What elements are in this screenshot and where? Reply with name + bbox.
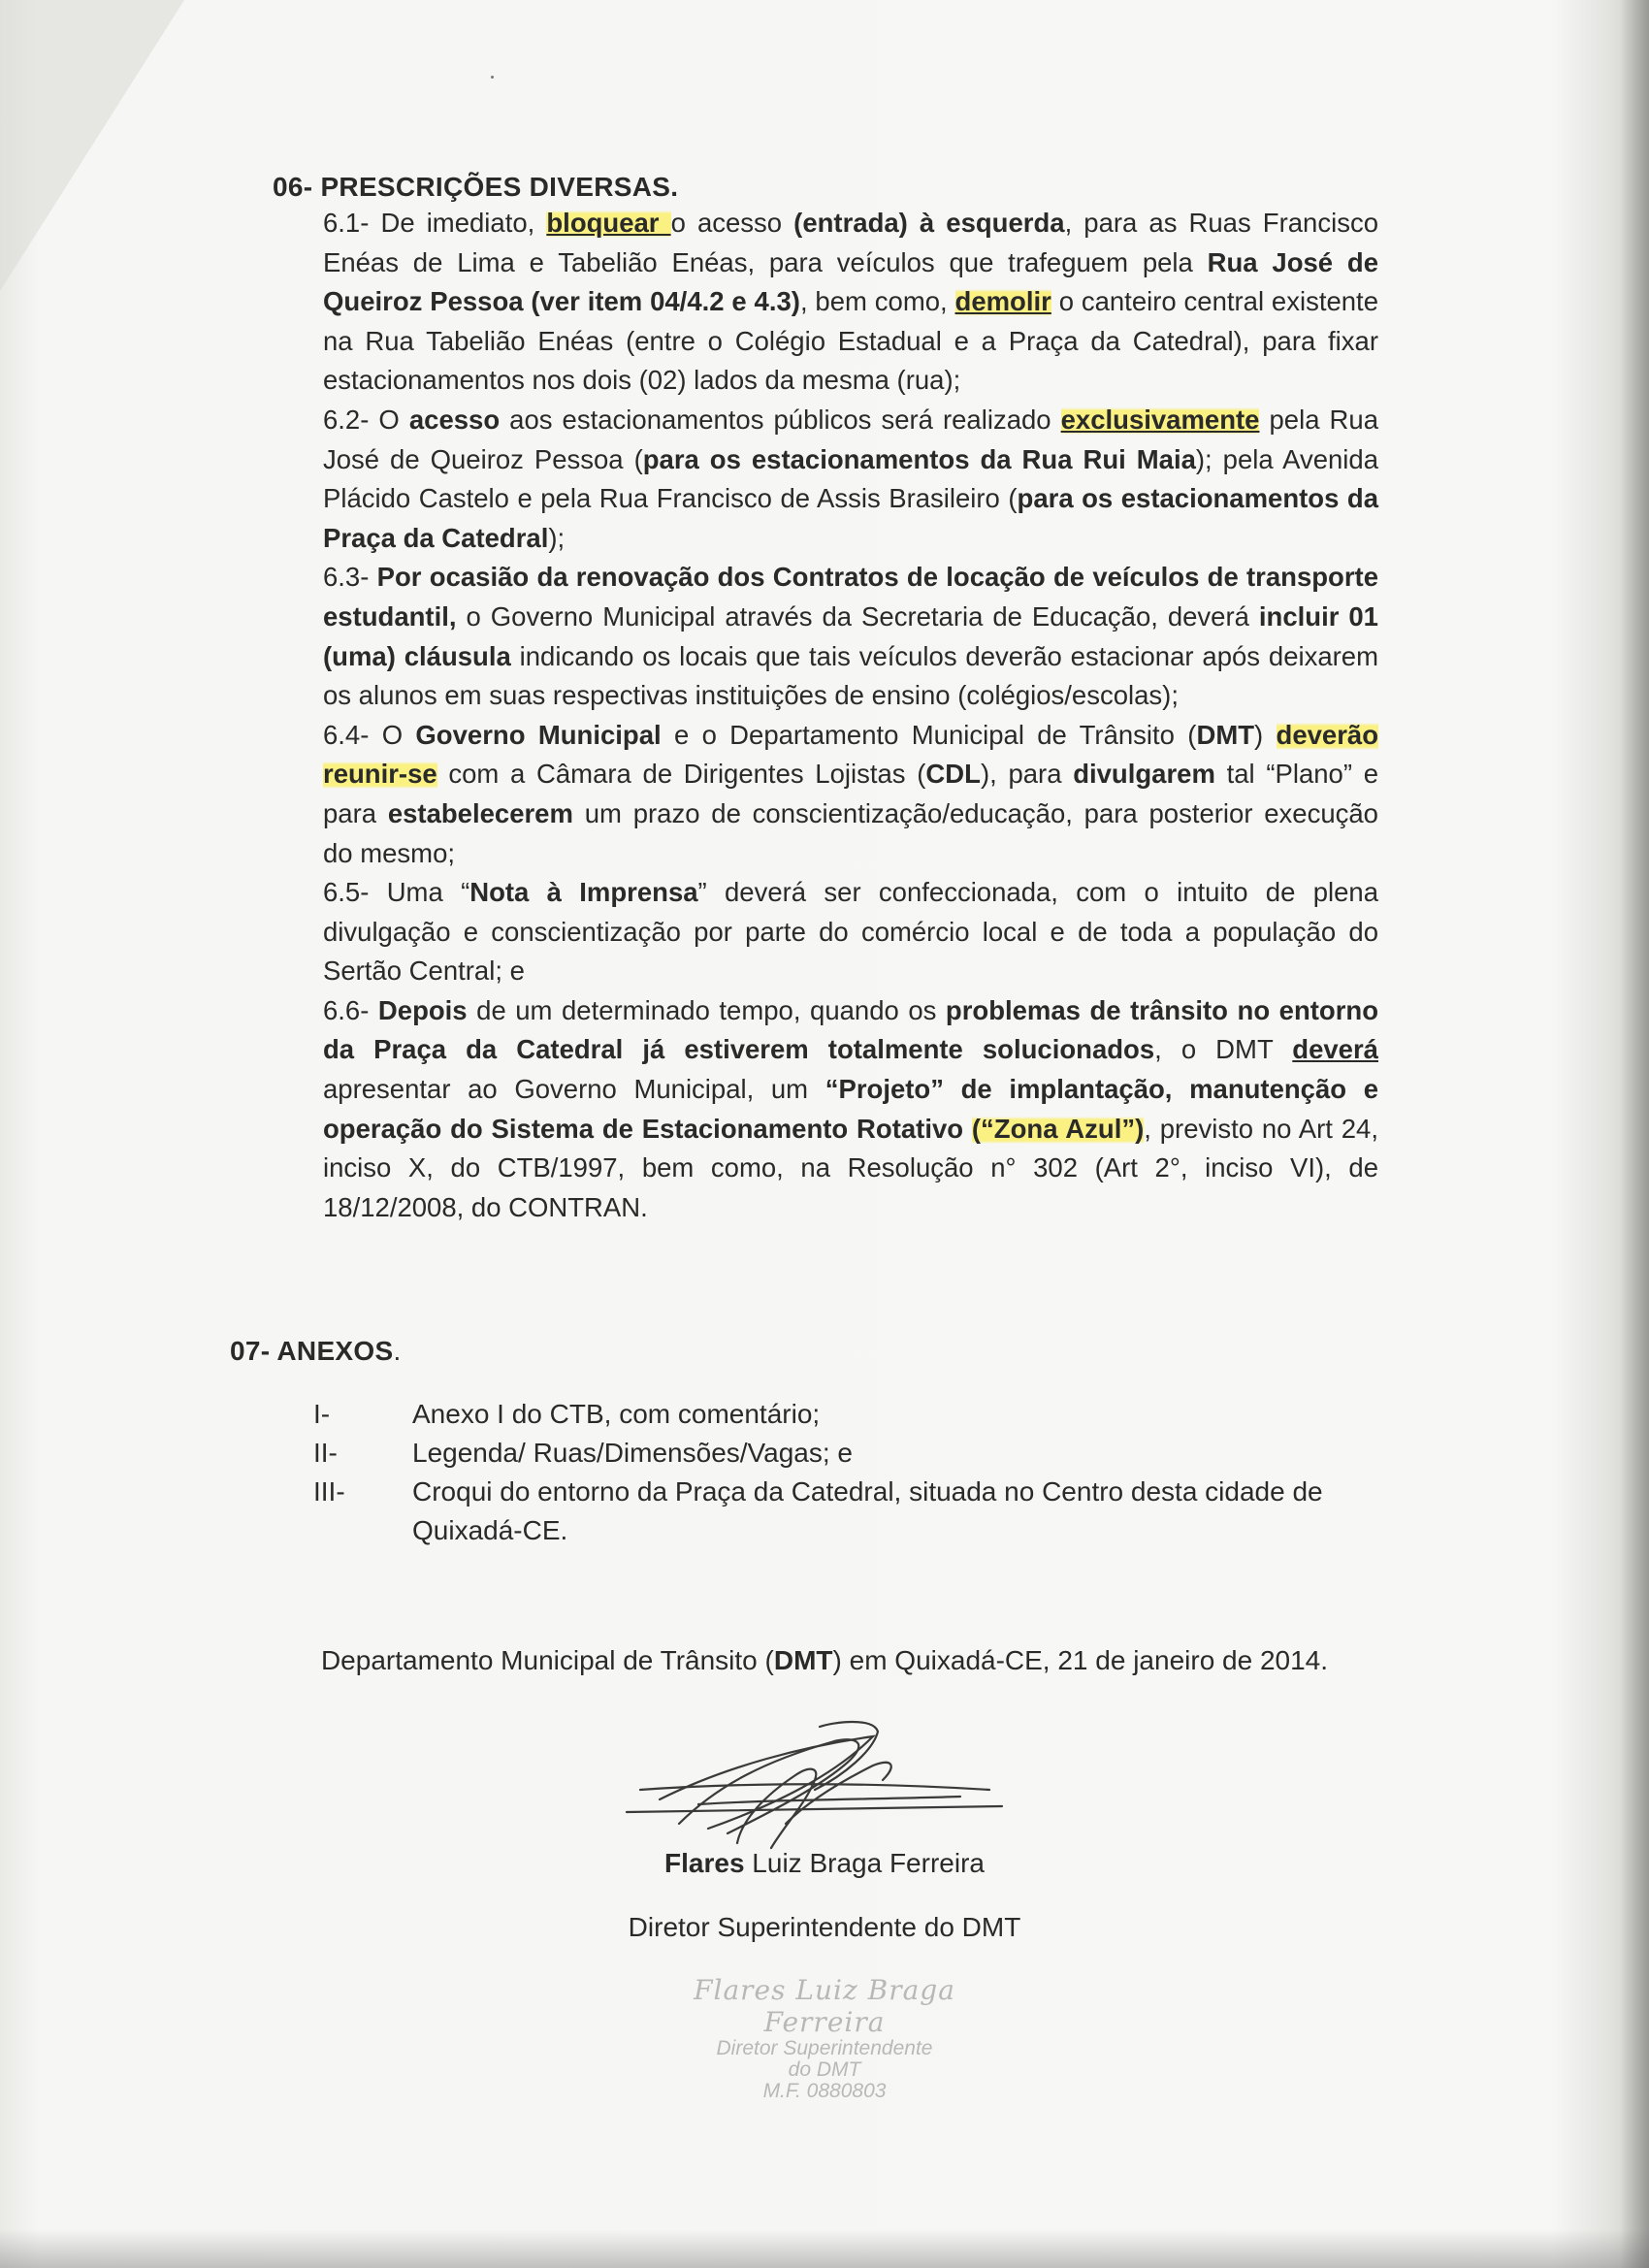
bold-text: “Projeto” de implantação, manutenção e operação do Sistema de Estacionamento Rotativo [323, 1074, 1378, 1144]
bold-text: acesso [408, 404, 501, 435]
text: apresentar ao Governo Municipal, um [323, 1074, 825, 1105]
text: , bem como, [799, 286, 955, 317]
bold-text: DMT [1196, 719, 1255, 750]
text: tal “Plano” e para [323, 759, 1378, 828]
stamp-title: Diretor Superintendente [716, 2037, 933, 2059]
bold-text: (entrada) à esquerda [793, 208, 1065, 238]
highlight-demolir: demolir [954, 286, 1051, 317]
item-6-5 [323, 873, 1378, 991]
underlined-text: deverá [1292, 1034, 1378, 1065]
bold-text: Nota à Imprensa [469, 877, 698, 908]
page-bottom-shadow [0, 2229, 1649, 2268]
handwritten-signature [582, 1707, 1018, 1853]
annex-number: I- [313, 1399, 331, 1429]
text: aos estacionamentos públicos será realizado [500, 404, 1061, 435]
bold-text: Depois [377, 994, 468, 1025]
annex-item [313, 1434, 1390, 1473]
text: ) [1254, 719, 1277, 750]
speck [491, 76, 494, 79]
folded-corner [0, 0, 184, 291]
text: , para as Ruas Francisco Enéas de Lima e Tabelião Enéas, para veículos que trafeguem pela [323, 208, 1379, 277]
text: Departamento Municipal de Trânsito ( [320, 1645, 774, 1675]
text: , o DMT [1154, 1034, 1293, 1065]
bold-text: divulgarem [1073, 759, 1215, 790]
stamp-id: M.F. 0880803 [762, 2080, 887, 2102]
item-6-1 [323, 204, 1378, 401]
text: ” deverá ser confeccionada, com o intuito de plena divulgação e conscientização por parte do comércio local e de toda a população do Sertão Central; e [323, 877, 1378, 987]
bold-text: Por ocasião da renovação dos Contratos de locação de veículos de transporte estudantil, [323, 562, 1378, 632]
text: ); pela Avenida Plácido Castelo e pela Rua Francisco de Assis Brasileiro ( [323, 443, 1378, 514]
section-7-title [230, 1336, 402, 1367]
annex-item [313, 1473, 1390, 1550]
text: 6.2- O [323, 404, 409, 435]
text: o acesso [670, 208, 794, 238]
item-6-4 [323, 716, 1378, 873]
bold-text: Governo Municipal [415, 719, 662, 750]
bold-text: estabelecerem [387, 797, 573, 828]
text: 6.6- [323, 994, 378, 1025]
signature-line [627, 1806, 1002, 1812]
signature-stroke [698, 1797, 960, 1804]
text: com a Câmara de Dirigentes Lojistas ( [436, 759, 926, 790]
place-and-date [0, 1645, 1649, 1676]
bold-text: Flares [664, 1848, 745, 1878]
annex-number: III- [313, 1476, 345, 1507]
section-7-title-text: 07- ANEXOS [230, 1336, 394, 1366]
item-6-6 [323, 991, 1378, 1228]
annex-number: II- [313, 1438, 338, 1468]
annex-item [313, 1395, 1390, 1434]
annex-list [313, 1395, 1390, 1550]
annex-text: Anexo I do CTB, com comentário; [412, 1399, 821, 1429]
highlight-zona-azul: (“Zona Azul”) [971, 1113, 1145, 1144]
text: 6.4- O [323, 719, 416, 750]
text: ), para [980, 759, 1074, 790]
text: 6.5- Uma “ [323, 877, 470, 908]
bold-text: Rua José de Queiroz Pessoa (ver item 04/4.2 e 4.3) [323, 246, 1378, 317]
text: o canteiro central existente na Rua Tabelião Enéas (entre o Colégio Estadual e a Praça da Catedral), para fixar estacionamentos nos dois (02) lados da mesma (rua); [323, 286, 1378, 396]
stamp-department: do DMT [788, 2058, 861, 2081]
annex-text: Legenda/ Ruas/Dimensões/Vagas; e [412, 1438, 853, 1468]
text: o Governo Municipal através da Secretaria de Educação, deverá [456, 600, 1259, 632]
official-stamp [669, 1974, 980, 2102]
annex-text: Croqui do entorno da Praça da Catedral, situada no Centro desta cidade de Quixadá-CE. [412, 1476, 1323, 1545]
bold-text: para os estacionamentos da Praça da Catedral [323, 483, 1378, 553]
text: 6.1- De imediato, [323, 208, 547, 238]
text: de um determinado tempo, quando os [467, 994, 946, 1025]
text: ) em Quixadá-CE, 21 de janeiro de 2014. [832, 1645, 1329, 1675]
section-7-title-period: . [393, 1336, 402, 1366]
text: , previsto no Art 24, inciso X, do CTB/1997, bem como, na Resolução n° 302 (Art 2°, inciso VI), de 18/12/2008, do CONTRAN. [323, 1113, 1378, 1222]
signatory-role: Diretor Superintendente do DMT [628, 1912, 1021, 1942]
bold-text: para os estacionamentos da Rua Rui Maia [642, 443, 1196, 474]
text: indicando os locais que tais veículos deverão estacionar após deixarem os alunos em suas respectivas instituições de ensino (colégios/escolas); [323, 640, 1378, 711]
highlight-deverao-reunir-se: deverão reunir-se [323, 719, 1378, 790]
bold-text: CDL [925, 759, 981, 790]
item-6-3 [323, 558, 1378, 715]
text: Luiz Braga Ferreira [744, 1848, 985, 1878]
text: ); [548, 522, 566, 553]
item-6-2 [323, 401, 1378, 558]
bold-text: incluir 01 (uma) cláusula [323, 600, 1378, 671]
section-6-title: 06- PRESCRIÇÕES DIVERSAS. [273, 172, 679, 202]
text: pela Rua José de Queiroz Pessoa ( [323, 404, 1378, 474]
text: um prazo de conscientização/educação, para posterior execução do mesmo; [323, 797, 1378, 868]
stamp-name: Flares Luiz Braga Ferreira [694, 1974, 955, 2038]
text: 6.3- [323, 562, 377, 593]
bold-text: DMT [773, 1645, 833, 1675]
highlight-exclusivamente: exclusivamente [1060, 404, 1260, 435]
signatory-name [0, 1848, 1649, 1879]
highlight-bloquear: bloquear [546, 208, 671, 238]
section-6-body [323, 204, 1378, 1227]
bold-text: problemas de trânsito no entorno da Praça da Catedral já estiverem totalmente solucionados [323, 994, 1378, 1065]
text: e o Departamento Municipal de Trânsito ( [661, 719, 1197, 750]
